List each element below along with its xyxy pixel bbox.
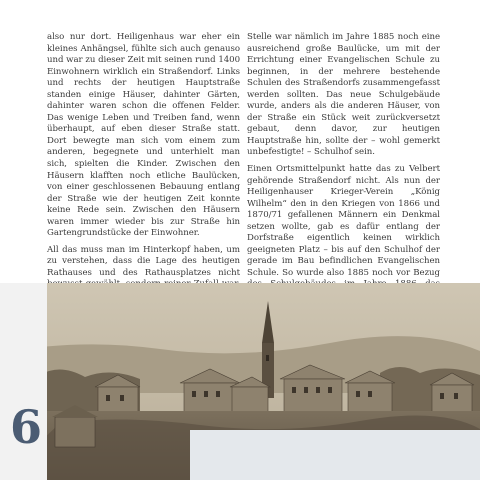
- text-column-right: [247, 32, 440, 308]
- paragraph: Stelle war nämlich im Jahre 1885 noch eine ausreichend große Baulücke, um mit der Errichtung einer Evangelischen Schule zu beginnen, in der mehrere bestehende Schulen des Straßendorfs zusammengefasst werden sollten. Das neue Schulgebäude wurde, anders als die anderen Häuser, von der Straße ein Stück weit zurückversetzt gebaut, denn davor, zur heutigen Hauptstraße hin, sollte der – wohl gemerkt unbefestigte! – Schulhof sein.: [247, 32, 440, 158]
- bottom-color-band: [190, 430, 480, 480]
- paragraph: Einen Ortsmittelpunkt hatte das zu Velbert gehörende Straßendorf nicht. Als nun der Heiligenhauser Krieger-Verein „König Wilhelm“ den in den Kriegen von 1866 und 1870/71 gefallenen Männern ein Denkmal setzen wollte, gab es dafür entlang der Dorfstraße eigentlich keinen wirklich geeigneten Platz – bis auf den Schulhof der gerade im Bau befindlichen Evangelischen Schule. So wurde also 1885 noch vor Bezug: [247, 164, 440, 278]
- page-number: 6: [10, 400, 42, 454]
- paragraph: also nur dort. Heiligenhaus war eher ein kleines Anhängsel, fühlte sich auch genauso und war zu dieser Zeit mit seinen rund 1400 Einwohnern wirklich ein Straßendorf. Links und rechts der heutigen Hauptstraße standen einige Häuser, dahinter Gärten, dahinter waren schon die offenen Felder. Das wenige Leben und Treiben fand, wenn überhaupt, auf eben dieser Straße statt. Dort bewegte man sich vom einem zum anderen, begegnete und unterhielt man sich, spielten die Kinder. Zwischen den Häusern klafften noch etliche Baulücken, von einer geschlossenen Bebauung entlang der Straße wie der heutigen Zeit konnte keine Rede sein. Zwischen den Häusern waren immer wieder bis zur Straße hin Gartengrundstücke der Einwohner.: [47, 32, 240, 239]
- paragraph: All das muss man im Hinterkopf haben, um zu verstehen, dass die Lage des heutigen Rathauses und des Rathausplatzes nicht: [47, 244, 240, 278]
- text-column-left: [47, 32, 240, 308]
